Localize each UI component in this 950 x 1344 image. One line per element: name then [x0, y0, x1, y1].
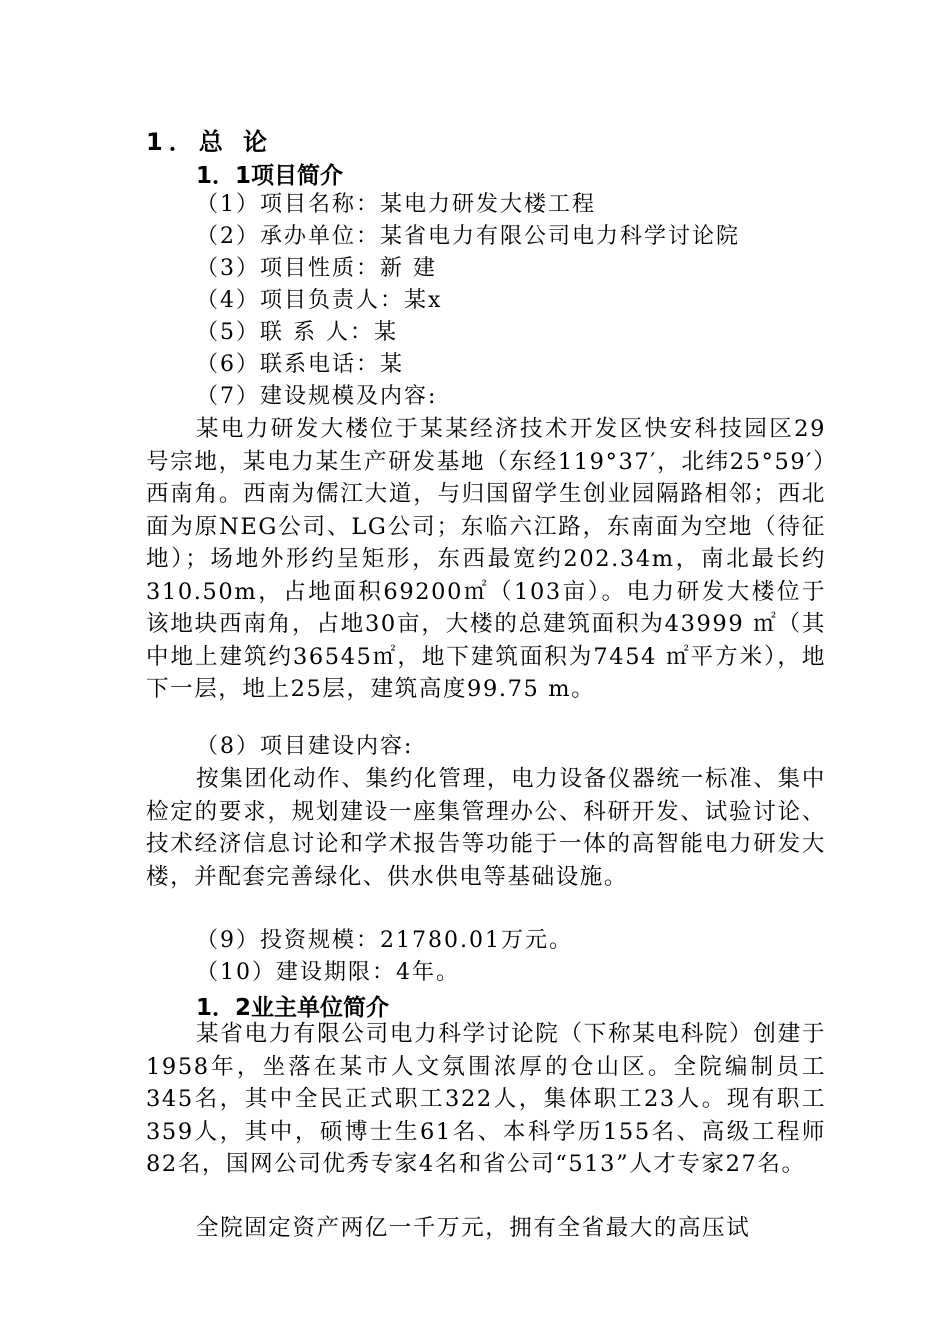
section-title: 1．总 论 [146, 128, 274, 156]
scale-paragraph: 某电力研发大楼位于某某经济技术开发区快安科技园区29号宗地，某电力某生产研发基地（东经119°37′，北纬25°59′）西南角。西南为儒江大道，与归国留学生创业园隔路相邻；西北面为原NEG公司、LG公司；东临六江路，东南面为空地（待征地）；场地外形约呈矩形，东西最宽约202.34m，南北最长约310.50m，占地面积69200㎡（103亩）。电力研发大楼位于该地块西南角，占地30亩，大楼的总建筑面积为43999 ㎡（其中地上建筑约36545㎡，地下建筑面积为7454 ㎡平方米），地下一层，地上25层，建筑高度99.75 m。 [146, 416, 826, 702]
construction-content-item: （8）项目建设内容: [196, 734, 414, 759]
construction-period-item: （10）建设期限：4年。 [196, 960, 460, 985]
project-nature-item: （3）项目性质：新 建 [196, 256, 437, 281]
scale-content-item: （7）建设规模及内容: [196, 384, 438, 409]
construction-content-paragraph: 按集团化动作、集约化管理，电力设备仪器统一标准、集中检定的要求，规划建设一座集管理办公、科研开发、试验讨论、技术经济信息讨论和学术报告等功能于一体的高智能电力研发大楼，并配套完善绿化、供水供电等基础设施。 [146, 766, 826, 890]
project-leader-item: （4）项目负责人：某x [196, 288, 443, 313]
assets-paragraph: 全院固定资产两亿一千万元，拥有全省最大的高压试 [196, 1215, 751, 1241]
subsection-title-owner-intro: 1．2业主单位简介 [196, 995, 390, 1021]
organizer-item: （2）承办单位：某省电力有限公司电力科学讨论院 [196, 224, 740, 249]
investment-item: （9）投资规模：21780.01万元。 [196, 928, 573, 953]
contact-person-item: （5）联 系 人：某 [196, 320, 398, 345]
project-name-item: （1）项目名称：某电力研发大楼工程 [196, 192, 596, 217]
owner-intro-paragraph: 某省电力有限公司电力科学讨论院（下称某电科院）创建于1958年，坐落在某市人文氛围浓厚的仓山区。全院编制员工345名，其中全民正式职工322人，集体职工23人。现有职工359人，其中，硕博士生61名、本科学历155名、高级工程师82名，国网公司优秀专家4名和省公司“513”人才专家27名。 [146, 1021, 826, 1177]
contact-phone-item: （6）联系电话：某 [196, 352, 404, 377]
subsection-title-project-intro: 1．1项目简介 [196, 163, 344, 189]
